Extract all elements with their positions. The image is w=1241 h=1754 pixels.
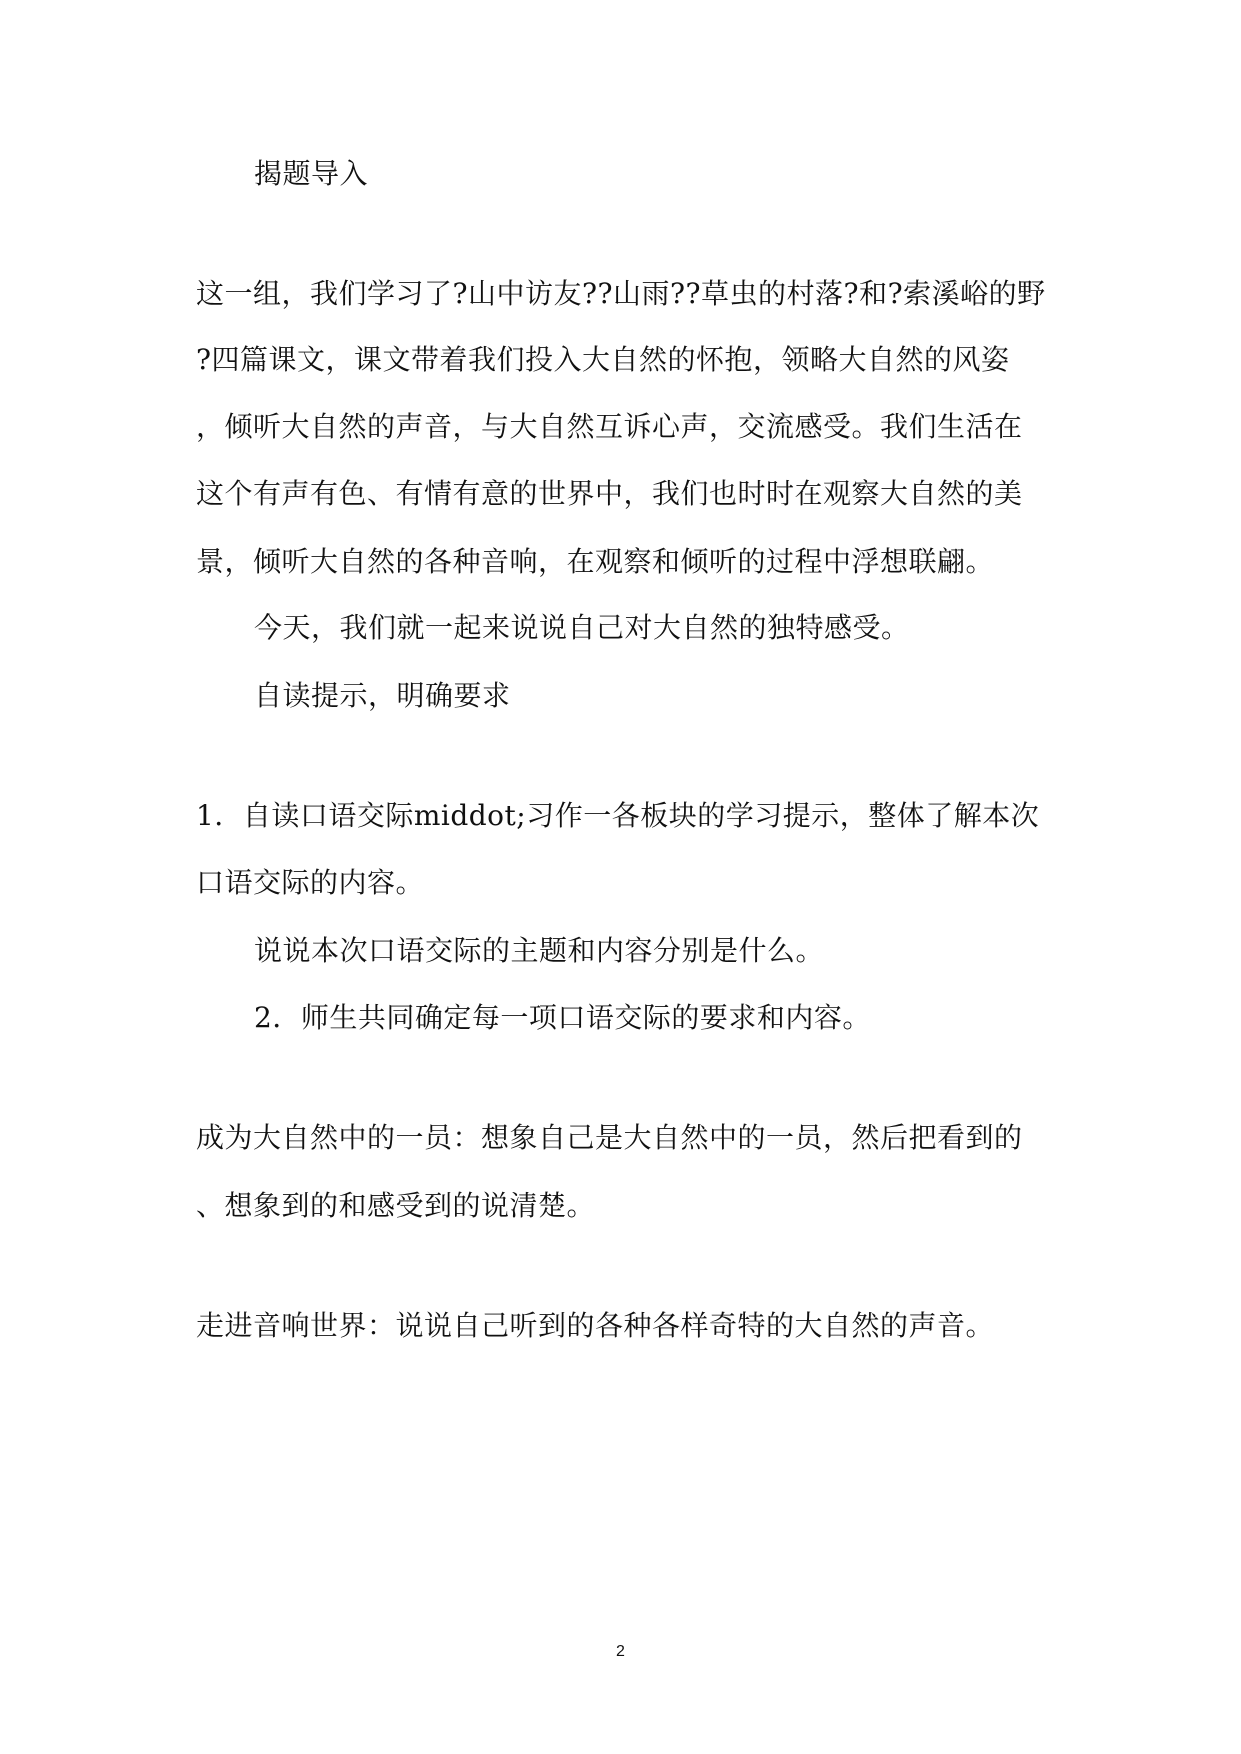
paragraph-line: 景，倾听大自然的各种音响，在观察和倾听的过程中浮想联翩。 [196,545,995,578]
heading-reveal-topic: 揭题导入 [254,157,369,190]
paragraph-line: 今天，我们就一起来说说自己对大自然的独特感受。 [254,611,910,644]
paragraph-line: 这一组，我们学习了?山中访友??山雨??草虫的村落?和?索溪峪的野 [196,277,1046,310]
paragraph-line: 这个有声有色、有情有意的世界中，我们也时时在观察大自然的美 [196,477,1023,510]
paragraph-line: 说说本次口语交际的主题和内容分别是什么。 [254,934,825,967]
list-item-line: 口语交际的内容。 [196,866,425,899]
page-number: 2 [616,1643,625,1660]
list-item-line: 1．自读口语交际middot;习作一各板块的学习提示，整体了解本次 [196,799,1040,832]
list-item-line: 2．师生共同确定每一项口语交际的要求和内容。 [254,1001,871,1034]
paragraph-line: 、想象到的和感受到的说清楚。 [196,1189,596,1222]
paragraph-line: 走进音响世界：说说自己听到的各种各样奇特的大自然的声音。 [196,1309,995,1342]
paragraph-line: ，倾听大自然的声音，与大自然互诉心声，交流感受。我们生活在 [196,410,1023,443]
heading-self-reading: 自读提示，明确要求 [254,679,511,712]
paragraph-line: ?四篇课文，课文带着我们投入大自然的怀抱，领略大自然的风姿 [196,343,1010,376]
paragraph-line: 成为大自然中的一员：想象自己是大自然中的一员，然后把看到的 [196,1121,1023,1154]
